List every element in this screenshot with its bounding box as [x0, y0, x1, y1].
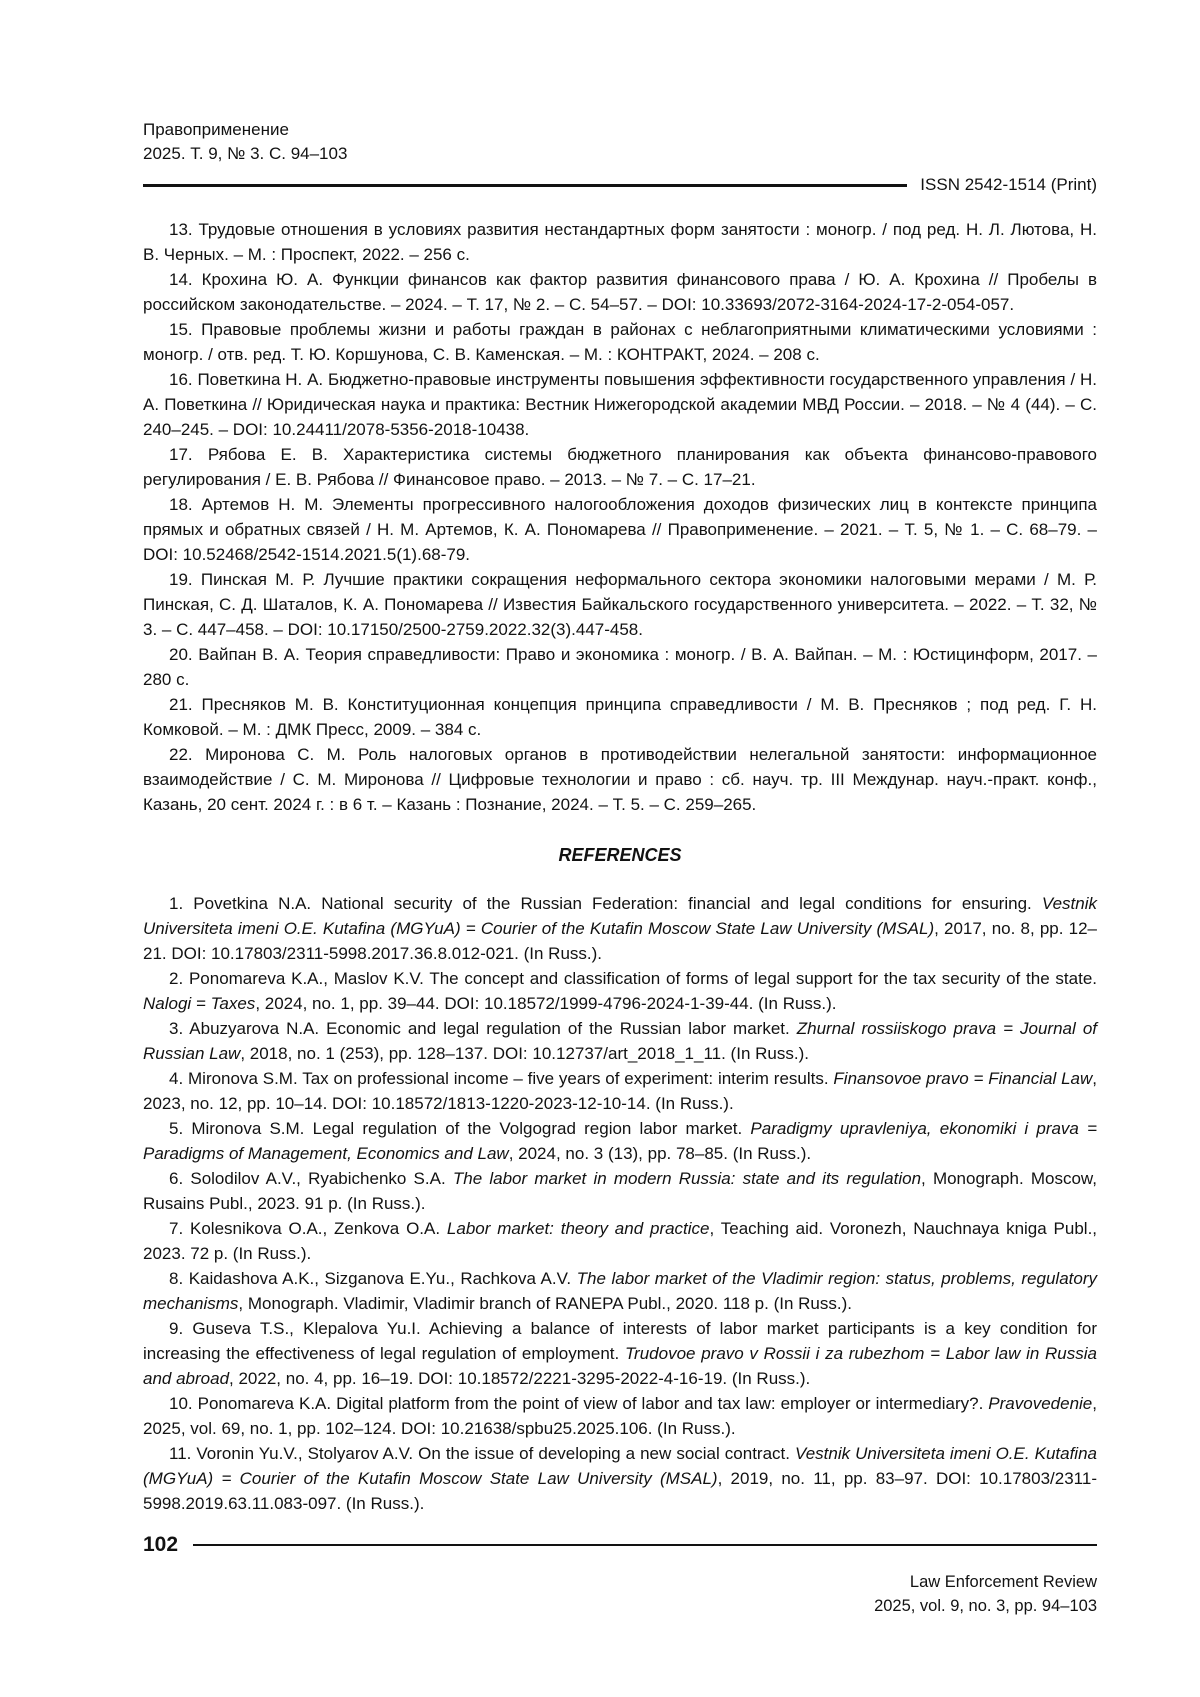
reference-item-en: 11. Voronin Yu.V., Stolyarov A.V. On the issue of developing a new social contract. Vestnik Universiteta imeni O.E. Kutafina (MGYuA) = Courier of the Kutafin Moscow State Law University (MSAL), 2019, no. 11, pp. 83–97. DOI: 10.17803/2311-5998.2019.63.11.083-097. (In Russ.). [143, 1444, 1097, 1513]
reference-item-en: 2. Ponomareva K.A., Maslov K.V. The concept and classification of forms of legal support for the tax security of the state. Nalogi = Taxes, 2024, no. 1, pp. 39–44. DOI: 10.18572/1999-4796-2024-1-39-44. (In Russ.). [143, 969, 1097, 1013]
reference-item-ru: 14. Крохина Ю. А. Функции финансов как фактор развития финансового права / Ю. А. Крохина // Пробелы в российском законодательстве. – 2024. – Т. 17, № 2. – С. 54–57. – DOI: 10.33693/2072-3164-2024-17-2-054-057. [143, 270, 1097, 314]
footer-rule-row [143, 1532, 1097, 1558]
reference-item-en: 5. Mironova S.M. Legal regulation of the Volgograd region labor market. Paradigmy upravleniya, ekonomiki i prava = Paradigms of Management, Economics and Law, 2024, no. 3 (13), pp. 78–85. (In Russ.). [143, 1119, 1097, 1163]
reference-item-ru: 15. Правовые проблемы жизни и работы граждан в районах с неблагоприятными климатическими условиями : моногр. / отв. ред. Т. Ю. Коршунова, С. В. Каменская. – М. : КОНТРАКТ, 2024. – 208 с. [143, 320, 1097, 364]
references-en-list [143, 891, 1097, 1516]
references-heading: REFERENCES [558, 845, 682, 865]
reference-item-en: 8. Kaidashova A.K., Sizganova E.Yu., Rachkova A.V. The labor market of the Vladimir region: status, problems, regulatory mechanisms, Monograph. Vladimir, Vladimir branch of RANEPA Publ., 2020. 118 p. (In Russ.). [143, 1269, 1097, 1313]
reference-item-en: 4. Mironova S.M. Tax on professional income – five years of experiment: interim results. Finansovoe pravo = Financial Law, 2023, no. 12, pp. 10–14. DOI: 10.18572/1813-1220-2023-12-10-14. (In Russ.). [143, 1069, 1098, 1113]
header-rule [143, 184, 907, 187]
footer-issue-info: 2025, vol. 9, no. 3, pp. 94–103 [874, 1597, 1097, 1615]
page-content [143, 118, 1097, 1618]
header-journal-title: Правоприменение [143, 120, 289, 139]
reference-item-ru: 19. Пинская М. Р. Лучшие практики сокращения неформального сектора экономики налоговыми мерами / М. Р. Пинская, С. Д. Шаталов, К. А. Пономарева // Известия Байкальского государственного университета. – 2022. – Т. 32, № 3. – С. 447–458. – DOI: 10.17150/2500-2759.2022.32(3).447-458. [143, 570, 1097, 639]
reference-item-ru: 16. Поветкина Н. А. Бюджетно-правовые инструменты повышения эффективности государственного управления / Н. А. Поветкина // Юридическая наука и практика: Вестник Нижегородской академии МВД России. – 2018. – № 4 (44). – С. 240–245. – DOI: 10.24411/2078-5356-2018-10438. [143, 370, 1097, 439]
reference-item-en: 10. Ponomareva K.A. Digital platform from the point of view of labor and tax law: employer or intermediary?. Pravovedenie, 2025, vol. 69, no. 1, pp. 102–124. DOI: 10.21638/spbu25.2025.106. (In Russ.). [143, 1394, 1097, 1438]
reference-item-en: 7. Kolesnikova O.A., Zenkova O.A. Labor market: theory and practice, Teaching aid. Voronezh, Nauchnaya kniga Publ., 2023. 72 p. (In Russ.). [143, 1219, 1098, 1263]
reference-item-en: 1. Povetkina N.A. National security of the Russian Federation: financial and legal conditions for ensuring. Vestnik Universiteta imeni O.E. Kutafina (MGYuA) = Courier of the Kutafin Moscow State Law University (MSAL), 2017, no. 8, pp. 12–21. DOI: 10.17803/2311-5998.2017.36.8.012-021. (In Russ.). [143, 894, 1097, 963]
reference-item-ru: 18. Артемов Н. М. Элементы прогрессивного налогообложения доходов физических лиц в контексте принципа прямых и обратных связей / Н. М. Артемов, К. А. Пономарева // Правоприменение. – 2021. – Т. 5, № 1. – С. 68–79. – DOI: 10.52468/2542-1514.2021.5(1).68-79. [143, 495, 1097, 564]
bibliography-ru-list [143, 217, 1097, 817]
reference-item-ru: 22. Миронова С. М. Роль налоговых органов в противодействии нелегальной занятости: информационное взаимодействие / С. М. Миронова // Цифровые технологии и право : сб. науч. тр. III Междунар. науч.-практ. конф., Казань, 20 сент. 2024 г. : в 6 т. – Казань : Познание, 2024. – Т. 5. – С. 259–265. [143, 745, 1097, 814]
reference-item-en: 9. Guseva T.S., Klepalova Yu.I. Achieving a balance of interests of labor market participants is a key condition for increasing the effectiveness of legal regulation of employment. Trudovoe pravo v Rossii i za rubezhom = Labor law in Russia and abroad, 2022, no. 4, pp. 16–19. DOI: 10.18572/2221-3295-2022-4-16-19. (In Russ.). [143, 1319, 1097, 1388]
header-issue-info: 2025. Т. 9, № 3. С. 94–103 [143, 144, 348, 163]
reference-item-ru: 20. Вайпан В. А. Теория справедливости: Право и экономика : моногр. / В. А. Вайпан. – М. : Юстицинформ, 2017. – 280 с. [143, 645, 1097, 689]
footer-meta [143, 1570, 1097, 1618]
footer-rule [193, 1544, 1097, 1546]
reference-item-ru: 21. Пресняков М. В. Конституционная концепция принципа справедливости / М. В. Пресняков ; под ред. Г. Н. Комковой. – М. : ДМК Пресс, 2009. – 384 с. [143, 695, 1097, 739]
footer-journal-name: Law Enforcement Review [909, 1573, 1097, 1591]
reference-item-en: 6. Solodilov A.V., Ryabichenko S.A. The labor market in modern Russia: state and its regulation, Monograph. Moscow, Rusains Publ., 2023. 91 p. (In Russ.). [143, 1169, 1097, 1213]
footer-page-number: 102 [143, 1533, 179, 1556]
reference-item-en: 3. Abuzyarova N.A. Economic and legal regulation of the Russian labor market. Zhurnal rossiiskogo prava = Journal of Russian Law, 2018, no. 1 (253), pp. 128–137. DOI: 10.12737/art_2018_1_11. (In Russ.). [143, 1019, 1097, 1063]
reference-item-ru: 17. Рябова Е. В. Характеристика системы бюджетного планирования как объекта финансово-правового регулирования / Е. В. Рябова // Финансовое право. – 2013. – № 7. – С. 17–21. [143, 445, 1097, 489]
header-rule-row [143, 175, 1097, 195]
issn-label: ISSN 2542-1514 (Print) [920, 175, 1097, 194]
page-footer [143, 1532, 1097, 1618]
reference-item-ru: 13. Трудовые отношения в условиях развития нестандартных форм занятости : моногр. / под ред. Н. Л. Лютова, Н. В. Черных. – М. : Проспект, 2022. – 256 с. [143, 220, 1097, 264]
page-header [143, 118, 1097, 195]
